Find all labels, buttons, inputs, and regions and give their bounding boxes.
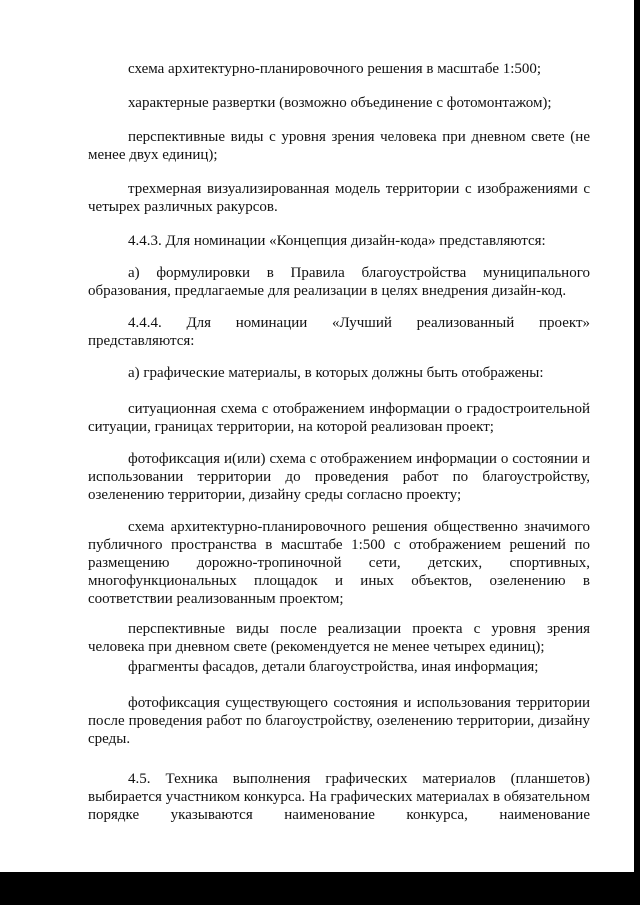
scan-border-bottom — [0, 872, 640, 905]
paragraph: фотофиксация и(или) схема с отображением информации о состоянии и использовании территории до проведения работ по благоустройству, озеленению территории, дизайну среды согласно проекту; — [88, 451, 590, 503]
paragraph: фрагменты фасадов, детали благоустройства, иная информация; — [128, 659, 539, 675]
section-heading: 4.4.4. Для номинации «Лучший реализованный проект» представляются: — [88, 315, 590, 349]
paragraph: схема архитектурно-планировочного решения в масштабе 1:500; — [128, 61, 542, 77]
paragraph: ситуационная схема с отображением информации о градостроительной ситуации, границах территории, на которой реализован проект; — [88, 401, 590, 435]
paragraph: трехмерная визуализированная модель территории с изображениями с четырех различных ракурсов. — [88, 181, 590, 215]
paragraph: характерные развертки (возможно объединение с фотомонтажом); — [128, 95, 552, 111]
paragraph: перспективные виды после реализации проекта с уровня зрения человека при дневном свете (рекомендуется не менее четырех единиц); — [88, 621, 590, 655]
paragraph: перспективные виды с уровня зрения человека при дневном свете (не менее двух единиц); — [88, 129, 590, 163]
paragraph: фотофиксация существующего состояния и использования территории после проведения работ по благоустройству, озеленению территории, дизайну среды. — [88, 695, 590, 747]
scan-border-right — [634, 0, 640, 872]
paragraph: а) формулировки в Правила благоустройства муниципального образования, предлагаемые для реализации в целях внедрения дизайн-код. — [88, 265, 590, 299]
paragraph: схема архитектурно-планировочного решения общественно значимого публичного пространства в масштабе 1:500 с отображением решений по размещению дорожно-тропиночной сети, детских, спортивных, многофункциональных площадок и иных объектов, озеленению в соответствии реализованным проектом; — [88, 519, 590, 607]
section-heading: 4.4.3. Для номинации «Концепция дизайн-кода» представляются: — [128, 233, 546, 249]
paragraph: 4.5. Техника выполнения графических материалов (планшетов) выбирается участником конкурса. На графических материалах в обязательном порядке указываются наименование конкурса, наименование — [88, 771, 590, 823]
paragraph: а) графические материалы, в которых должны быть отображены: — [128, 365, 544, 381]
